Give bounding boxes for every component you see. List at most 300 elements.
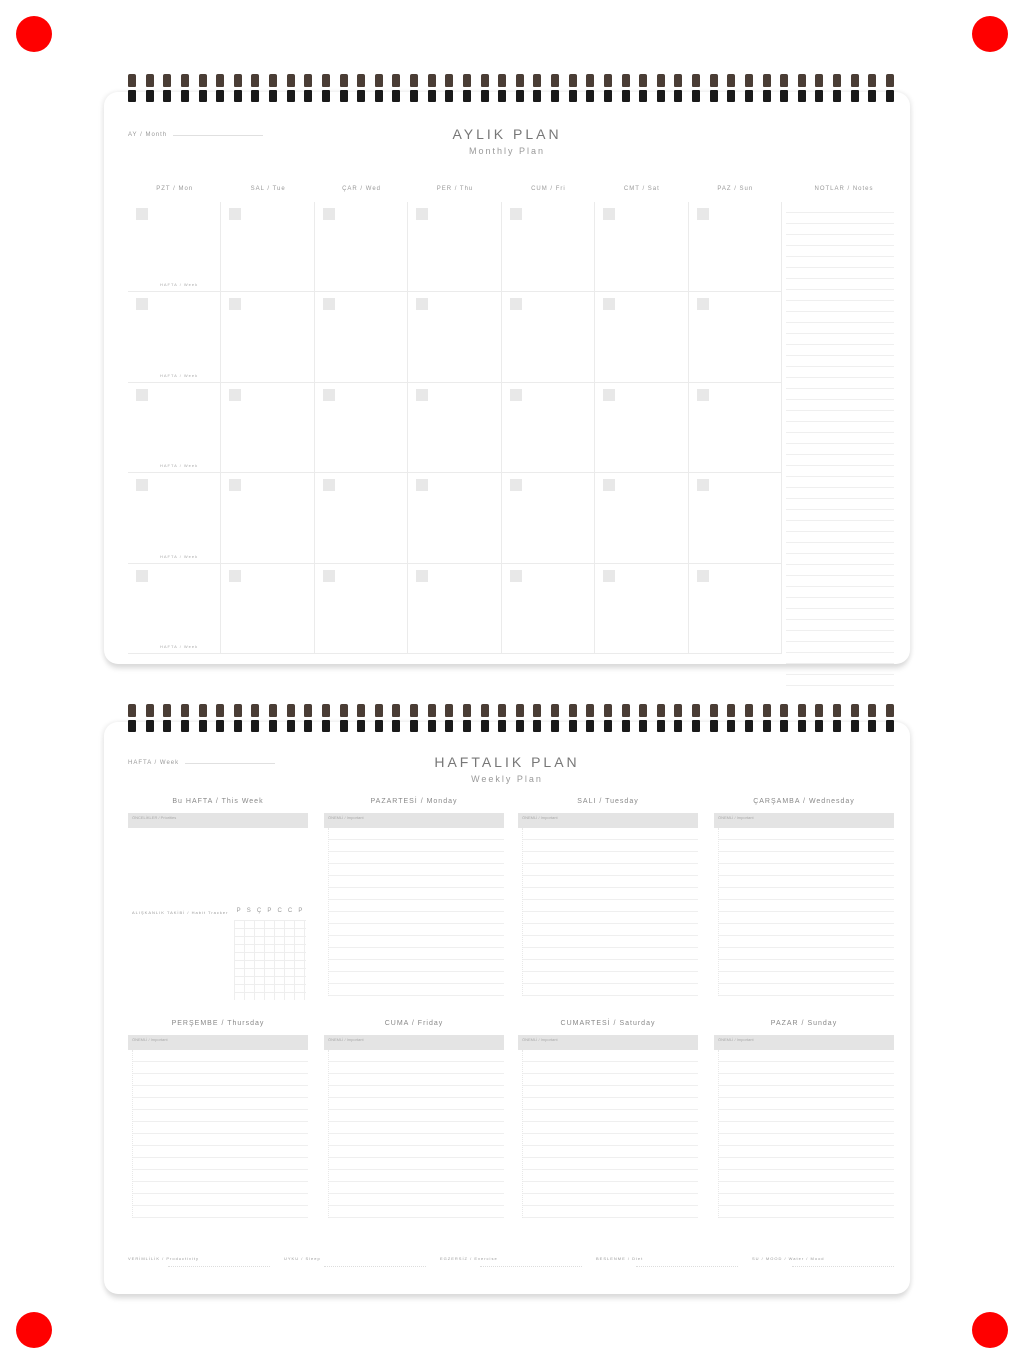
- priority-bar-label: ÖNEMLİ / Important: [718, 815, 754, 820]
- calendar-day-cell[interactable]: [408, 202, 501, 292]
- stat-item[interactable]: [752, 1256, 898, 1274]
- spiral-ring: [851, 74, 859, 102]
- note-line: [786, 565, 894, 576]
- note-line: [786, 587, 894, 598]
- day-column-header: PAZAR / Sunday: [770, 1020, 838, 1027]
- writing-line: [329, 912, 504, 924]
- date-box: [229, 298, 241, 310]
- writing-line: [719, 876, 894, 888]
- note-line: [786, 389, 894, 400]
- spiral-ring: [304, 74, 312, 102]
- writing-line: [719, 1146, 894, 1158]
- writing-line: [329, 888, 504, 900]
- priority-bar-label: ÖNEMLİ / Important: [132, 1037, 168, 1042]
- note-line: [786, 224, 894, 235]
- writing-lines[interactable]: [718, 828, 894, 996]
- priority-bar: [128, 1035, 308, 1050]
- writing-line: [329, 1170, 504, 1182]
- note-line: [786, 367, 894, 378]
- writing-line: [523, 1074, 698, 1086]
- writing-line: [329, 1110, 504, 1122]
- spiral-ring: [674, 74, 682, 102]
- calendar-day-cell[interactable]: [221, 564, 314, 654]
- spiral-ring: [569, 74, 577, 102]
- day-column: [324, 1020, 504, 1218]
- date-box: [136, 298, 148, 310]
- note-line: [786, 246, 894, 257]
- spiral-ring: [463, 74, 471, 102]
- writing-line: [719, 1050, 894, 1062]
- habit-tracker-days: [234, 908, 306, 914]
- spiral-ring: [886, 704, 894, 732]
- calendar-day-cell[interactable]: [221, 383, 314, 473]
- calendar-day-cell[interactable]: [221, 202, 314, 292]
- writing-line: [133, 1146, 308, 1158]
- spiral-ring: [586, 74, 594, 102]
- week-field: HAFTA / Week: [128, 760, 275, 766]
- writing-line: [523, 924, 698, 936]
- spiral-ring: [304, 704, 312, 732]
- calendar-day-cell[interactable]: [502, 292, 595, 382]
- day-column-header: ÇARŞAMBA / Wednesday: [753, 798, 855, 805]
- day-column: [324, 798, 504, 996]
- calendar-day-cell[interactable]: [689, 473, 782, 563]
- corner-marker-bottom-left: [16, 1312, 52, 1348]
- writing-line: [523, 936, 698, 948]
- date-box: [136, 479, 148, 491]
- calendar-day-cell[interactable]: [128, 383, 221, 473]
- spiral-ring: [481, 704, 489, 732]
- spiral-binding: [128, 704, 894, 732]
- spiral-ring: [251, 704, 259, 732]
- priority-bar-label: ÖNEMLİ / Important: [328, 815, 364, 820]
- spiral-ring: [833, 704, 841, 732]
- note-line: [786, 202, 894, 213]
- spiral-ring: [181, 704, 189, 732]
- calendar-day-cell[interactable]: [408, 292, 501, 382]
- note-line: [786, 433, 894, 444]
- writing-line: [133, 1134, 308, 1146]
- note-line: [786, 378, 894, 389]
- writing-line: [719, 960, 894, 972]
- date-box: [323, 298, 335, 310]
- spiral-ring: [234, 704, 242, 732]
- calendar-day-cell[interactable]: [128, 292, 221, 382]
- date-box: [416, 389, 428, 401]
- writing-line: [329, 1062, 504, 1074]
- writing-line: [719, 936, 894, 948]
- calendar-day-cell[interactable]: [128, 202, 221, 292]
- calendar-day-cell[interactable]: [128, 473, 221, 563]
- priority-bar-label: ÖNEMLİ / Important: [718, 1037, 754, 1042]
- habit-day-label: P: [236, 908, 242, 914]
- note-line: [786, 301, 894, 312]
- note-line: [786, 312, 894, 323]
- spiral-ring: [428, 704, 436, 732]
- writing-line: [719, 1170, 894, 1182]
- spiral-ring: [745, 704, 753, 732]
- writing-line: [329, 1194, 504, 1206]
- spiral-ring: [763, 74, 771, 102]
- spiral-ring: [234, 74, 242, 102]
- writing-line: [523, 900, 698, 912]
- week-number-label: HAFTA / Week: [160, 463, 199, 469]
- writing-line: [523, 852, 698, 864]
- note-line: [786, 576, 894, 587]
- habit-day-label: S: [246, 908, 252, 914]
- writing-line: [329, 1098, 504, 1110]
- priority-bar: [324, 813, 504, 828]
- writing-line: [133, 1062, 308, 1074]
- writing-line: [133, 1086, 308, 1098]
- note-line: [786, 466, 894, 477]
- writing-line: [133, 1206, 308, 1218]
- notes-column: [782, 202, 894, 654]
- calendar-day-cell[interactable]: [502, 383, 595, 473]
- date-box: [229, 479, 241, 491]
- calendar-day-cell[interactable]: [408, 383, 501, 473]
- note-line: [786, 620, 894, 631]
- date-box: [697, 298, 709, 310]
- writing-line: [329, 1074, 504, 1086]
- habit-tracker-label: ALIŞKANLIK TAKİBİ / Habit Tracker: [132, 910, 229, 915]
- spiral-ring: [128, 704, 136, 732]
- spiral-ring: [322, 74, 330, 102]
- spiral-ring: [392, 704, 400, 732]
- note-line: [786, 532, 894, 543]
- writing-line: [523, 1158, 698, 1170]
- note-line: [786, 422, 894, 433]
- writing-line: [329, 1086, 504, 1098]
- writing-lines[interactable]: [328, 1050, 504, 1218]
- writing-line: [523, 1050, 698, 1062]
- spiral-ring: [463, 704, 471, 732]
- note-line: [786, 554, 894, 565]
- writing-line: [719, 924, 894, 936]
- date-box: [697, 208, 709, 220]
- note-line: [786, 213, 894, 224]
- date-box: [603, 570, 615, 582]
- writing-line: [523, 1098, 698, 1110]
- habit-day-label: P: [267, 908, 273, 914]
- spiral-ring: [780, 704, 788, 732]
- calendar-day-cell[interactable]: [689, 564, 782, 654]
- spiral-ring: [833, 74, 841, 102]
- date-box: [229, 208, 241, 220]
- spiral-ring: [410, 704, 418, 732]
- date-box: [416, 570, 428, 582]
- spiral-ring: [868, 74, 876, 102]
- date-box: [323, 389, 335, 401]
- writing-line: [523, 864, 698, 876]
- writing-line: [719, 852, 894, 864]
- writing-line: [719, 864, 894, 876]
- stat-item[interactable]: [596, 1256, 742, 1274]
- habit-day-label: C: [287, 908, 294, 914]
- week-number-label: HAFTA / Week: [160, 644, 199, 649]
- writing-line: [329, 1050, 504, 1062]
- date-box: [323, 479, 335, 491]
- writing-line: [719, 888, 894, 900]
- writing-line: [523, 1122, 698, 1134]
- spiral-ring: [586, 704, 594, 732]
- note-line: [786, 345, 894, 356]
- writing-line: [133, 1110, 308, 1122]
- note-line: [786, 675, 894, 686]
- writing-line: [523, 876, 698, 888]
- calendar-day-cell[interactable]: [315, 473, 408, 563]
- calendar-day-cell[interactable]: [689, 292, 782, 382]
- writing-line: [329, 876, 504, 888]
- writing-line: [719, 948, 894, 960]
- calendar-day-cell[interactable]: [315, 292, 408, 382]
- priority-bar: [714, 1035, 894, 1050]
- writing-line: [523, 828, 698, 840]
- spiral-ring: [428, 74, 436, 102]
- spiral-ring: [569, 704, 577, 732]
- writing-line: [719, 1086, 894, 1098]
- stat-dotted-line: [480, 1266, 582, 1267]
- spiral-ring: [674, 704, 682, 732]
- spiral-ring: [322, 704, 330, 732]
- note-line: [786, 356, 894, 367]
- writing-line: [329, 924, 504, 936]
- day-column: [518, 798, 698, 996]
- day-column-header: PAZARTESİ / Monday: [370, 798, 458, 805]
- spiral-ring: [886, 74, 894, 102]
- spiral-ring: [763, 704, 771, 732]
- writing-line: [719, 1110, 894, 1122]
- note-line: [786, 279, 894, 290]
- spiral-ring: [745, 74, 753, 102]
- writing-line: [719, 1122, 894, 1134]
- spiral-ring: [622, 74, 630, 102]
- spiral-ring: [410, 74, 418, 102]
- day-column: [128, 798, 308, 828]
- spiral-ring: [604, 74, 612, 102]
- weekday-label: PZT / Mon: [156, 186, 194, 192]
- calendar-day-cell[interactable]: [502, 564, 595, 654]
- writing-line: [523, 1062, 698, 1074]
- note-line: [786, 268, 894, 279]
- date-box: [416, 479, 428, 491]
- writing-line: [719, 912, 894, 924]
- date-box: [510, 208, 522, 220]
- spiral-ring: [533, 74, 541, 102]
- calendar-day-cell[interactable]: [315, 202, 408, 292]
- spiral-ring: [340, 704, 348, 732]
- writing-line: [719, 1194, 894, 1206]
- writing-line: [523, 1170, 698, 1182]
- calendar-day-cell[interactable]: [689, 383, 782, 473]
- weekday-label: CMT / Sat: [623, 186, 660, 192]
- note-line: [786, 664, 894, 675]
- note-line: [786, 290, 894, 301]
- spiral-ring: [498, 704, 506, 732]
- date-box: [229, 570, 241, 582]
- spiral-ring: [445, 74, 453, 102]
- spiral-ring: [551, 704, 559, 732]
- stat-item[interactable]: [284, 1256, 430, 1274]
- writing-lines[interactable]: [522, 1050, 698, 1218]
- corner-marker-top-left: [16, 16, 52, 52]
- habit-day-label: C: [277, 908, 283, 914]
- spiral-ring: [498, 74, 506, 102]
- date-box: [603, 389, 615, 401]
- day-column-header: SALI / Tuesday: [577, 798, 639, 805]
- spiral-ring: [868, 704, 876, 732]
- stat-item[interactable]: [440, 1256, 586, 1274]
- calendar-day-cell[interactable]: [408, 473, 501, 563]
- writing-line: [523, 972, 698, 984]
- note-line: [786, 444, 894, 455]
- spiral-ring: [727, 704, 735, 732]
- spiral-ring: [815, 74, 823, 102]
- writing-line: [133, 1158, 308, 1170]
- writing-line: [329, 1122, 504, 1134]
- date-box: [697, 389, 709, 401]
- note-line: [786, 609, 894, 620]
- writing-line: [719, 1074, 894, 1086]
- calendar-day-cell[interactable]: [221, 292, 314, 382]
- spiral-ring: [710, 704, 718, 732]
- calendar-day-cell[interactable]: [595, 292, 688, 382]
- writing-line: [329, 864, 504, 876]
- spiral-ring: [639, 74, 647, 102]
- corner-marker-top-right: [972, 16, 1008, 52]
- spiral-ring: [287, 74, 295, 102]
- stat-label: SU / MOOD / Water / Mood: [752, 1256, 825, 1261]
- writing-line: [329, 852, 504, 864]
- habit-day-label: Ç: [256, 908, 263, 914]
- note-line: [786, 521, 894, 532]
- spiral-ring: [780, 74, 788, 102]
- writing-line: [719, 1098, 894, 1110]
- note-line: [786, 543, 894, 554]
- date-box: [229, 389, 241, 401]
- date-box: [136, 208, 148, 220]
- note-line: [786, 642, 894, 653]
- note-line: [786, 334, 894, 345]
- priority-bar: [518, 1035, 698, 1050]
- writing-line: [133, 1122, 308, 1134]
- stat-label: UYKU / Sleep: [284, 1256, 321, 1261]
- date-box: [416, 298, 428, 310]
- note-line: [786, 598, 894, 609]
- calendar-day-cell[interactable]: [128, 564, 221, 654]
- day-column-header: Bu HAFTA / This Week: [172, 798, 264, 805]
- spiral-ring: [269, 74, 277, 102]
- spiral-ring: [375, 704, 383, 732]
- spiral-ring: [199, 74, 207, 102]
- writing-line: [719, 972, 894, 984]
- calendar-day-cell[interactable]: [315, 564, 408, 654]
- calendar-day-cell[interactable]: [595, 383, 688, 473]
- writing-lines[interactable]: [328, 828, 504, 996]
- week-number-label: HAFTA / Week: [160, 553, 199, 559]
- date-box: [323, 570, 335, 582]
- note-line: [786, 631, 894, 642]
- calendar-day-cell[interactable]: [595, 473, 688, 563]
- spiral-ring: [269, 704, 277, 732]
- stat-dotted-line: [168, 1266, 270, 1267]
- priority-bar-label: ÖNEMLİ / Important: [328, 1037, 364, 1042]
- calendar-day-cell[interactable]: [689, 202, 782, 292]
- spiral-ring: [798, 704, 806, 732]
- date-box: [510, 298, 522, 310]
- calendar-day-cell[interactable]: [595, 564, 688, 654]
- writing-line: [719, 1206, 894, 1218]
- calendar-day-cell[interactable]: [408, 564, 501, 654]
- writing-line: [133, 1194, 308, 1206]
- writing-lines[interactable]: [132, 1050, 308, 1218]
- spiral-ring: [851, 704, 859, 732]
- priority-bar: [128, 813, 308, 828]
- writing-lines[interactable]: [718, 1050, 894, 1218]
- spiral-ring: [357, 704, 365, 732]
- spiral-ring: [163, 74, 171, 102]
- note-line: [786, 323, 894, 334]
- writing-line: [523, 1110, 698, 1122]
- note-line: [786, 510, 894, 521]
- stat-label: BESLENME / Diet: [596, 1256, 644, 1261]
- week-number-label: HAFTA / Week: [160, 282, 199, 288]
- note-line: [786, 653, 894, 664]
- calendar-day-cell[interactable]: [595, 202, 688, 292]
- day-column-header: CUMA / Friday: [384, 1020, 444, 1027]
- week-number-label: HAFTA / Week: [160, 372, 199, 378]
- weekday-label: PAZ / Sun: [717, 186, 754, 192]
- date-box: [136, 570, 148, 582]
- weekday-label: PER / Thu: [436, 186, 474, 192]
- writing-lines[interactable]: [522, 828, 698, 996]
- writing-line: [329, 936, 504, 948]
- note-line: [786, 257, 894, 268]
- weekday-label: SAL / Tue: [250, 186, 286, 192]
- spiral-ring: [727, 74, 735, 102]
- writing-line: [133, 1170, 308, 1182]
- calendar-day-cell[interactable]: [502, 473, 595, 563]
- date-box: [603, 208, 615, 220]
- writing-line: [523, 948, 698, 960]
- calendar-day-cell[interactable]: [502, 202, 595, 292]
- calendar-day-cell[interactable]: [221, 473, 314, 563]
- writing-line: [523, 1194, 698, 1206]
- habit-day-label: P: [298, 908, 304, 914]
- calendar-day-cell[interactable]: [315, 383, 408, 473]
- stat-item[interactable]: [128, 1256, 274, 1274]
- date-box: [510, 570, 522, 582]
- day-column: [128, 1020, 308, 1218]
- writing-line: [523, 1146, 698, 1158]
- spiral-ring: [516, 74, 524, 102]
- date-box: [603, 298, 615, 310]
- spiral-ring: [533, 704, 541, 732]
- spiral-ring: [692, 74, 700, 102]
- writing-line: [329, 828, 504, 840]
- writing-line: [719, 840, 894, 852]
- spiral-ring: [216, 704, 224, 732]
- calendar-grid: [128, 202, 782, 654]
- spiral-ring: [146, 74, 154, 102]
- writing-line: [719, 1158, 894, 1170]
- writing-line: [329, 1158, 504, 1170]
- day-column: [714, 798, 894, 996]
- priority-bar-label: ÖNCELİKLER / Priorities: [132, 815, 177, 820]
- spiral-ring: [340, 74, 348, 102]
- writing-line: [329, 984, 504, 996]
- priority-bar: [518, 813, 698, 828]
